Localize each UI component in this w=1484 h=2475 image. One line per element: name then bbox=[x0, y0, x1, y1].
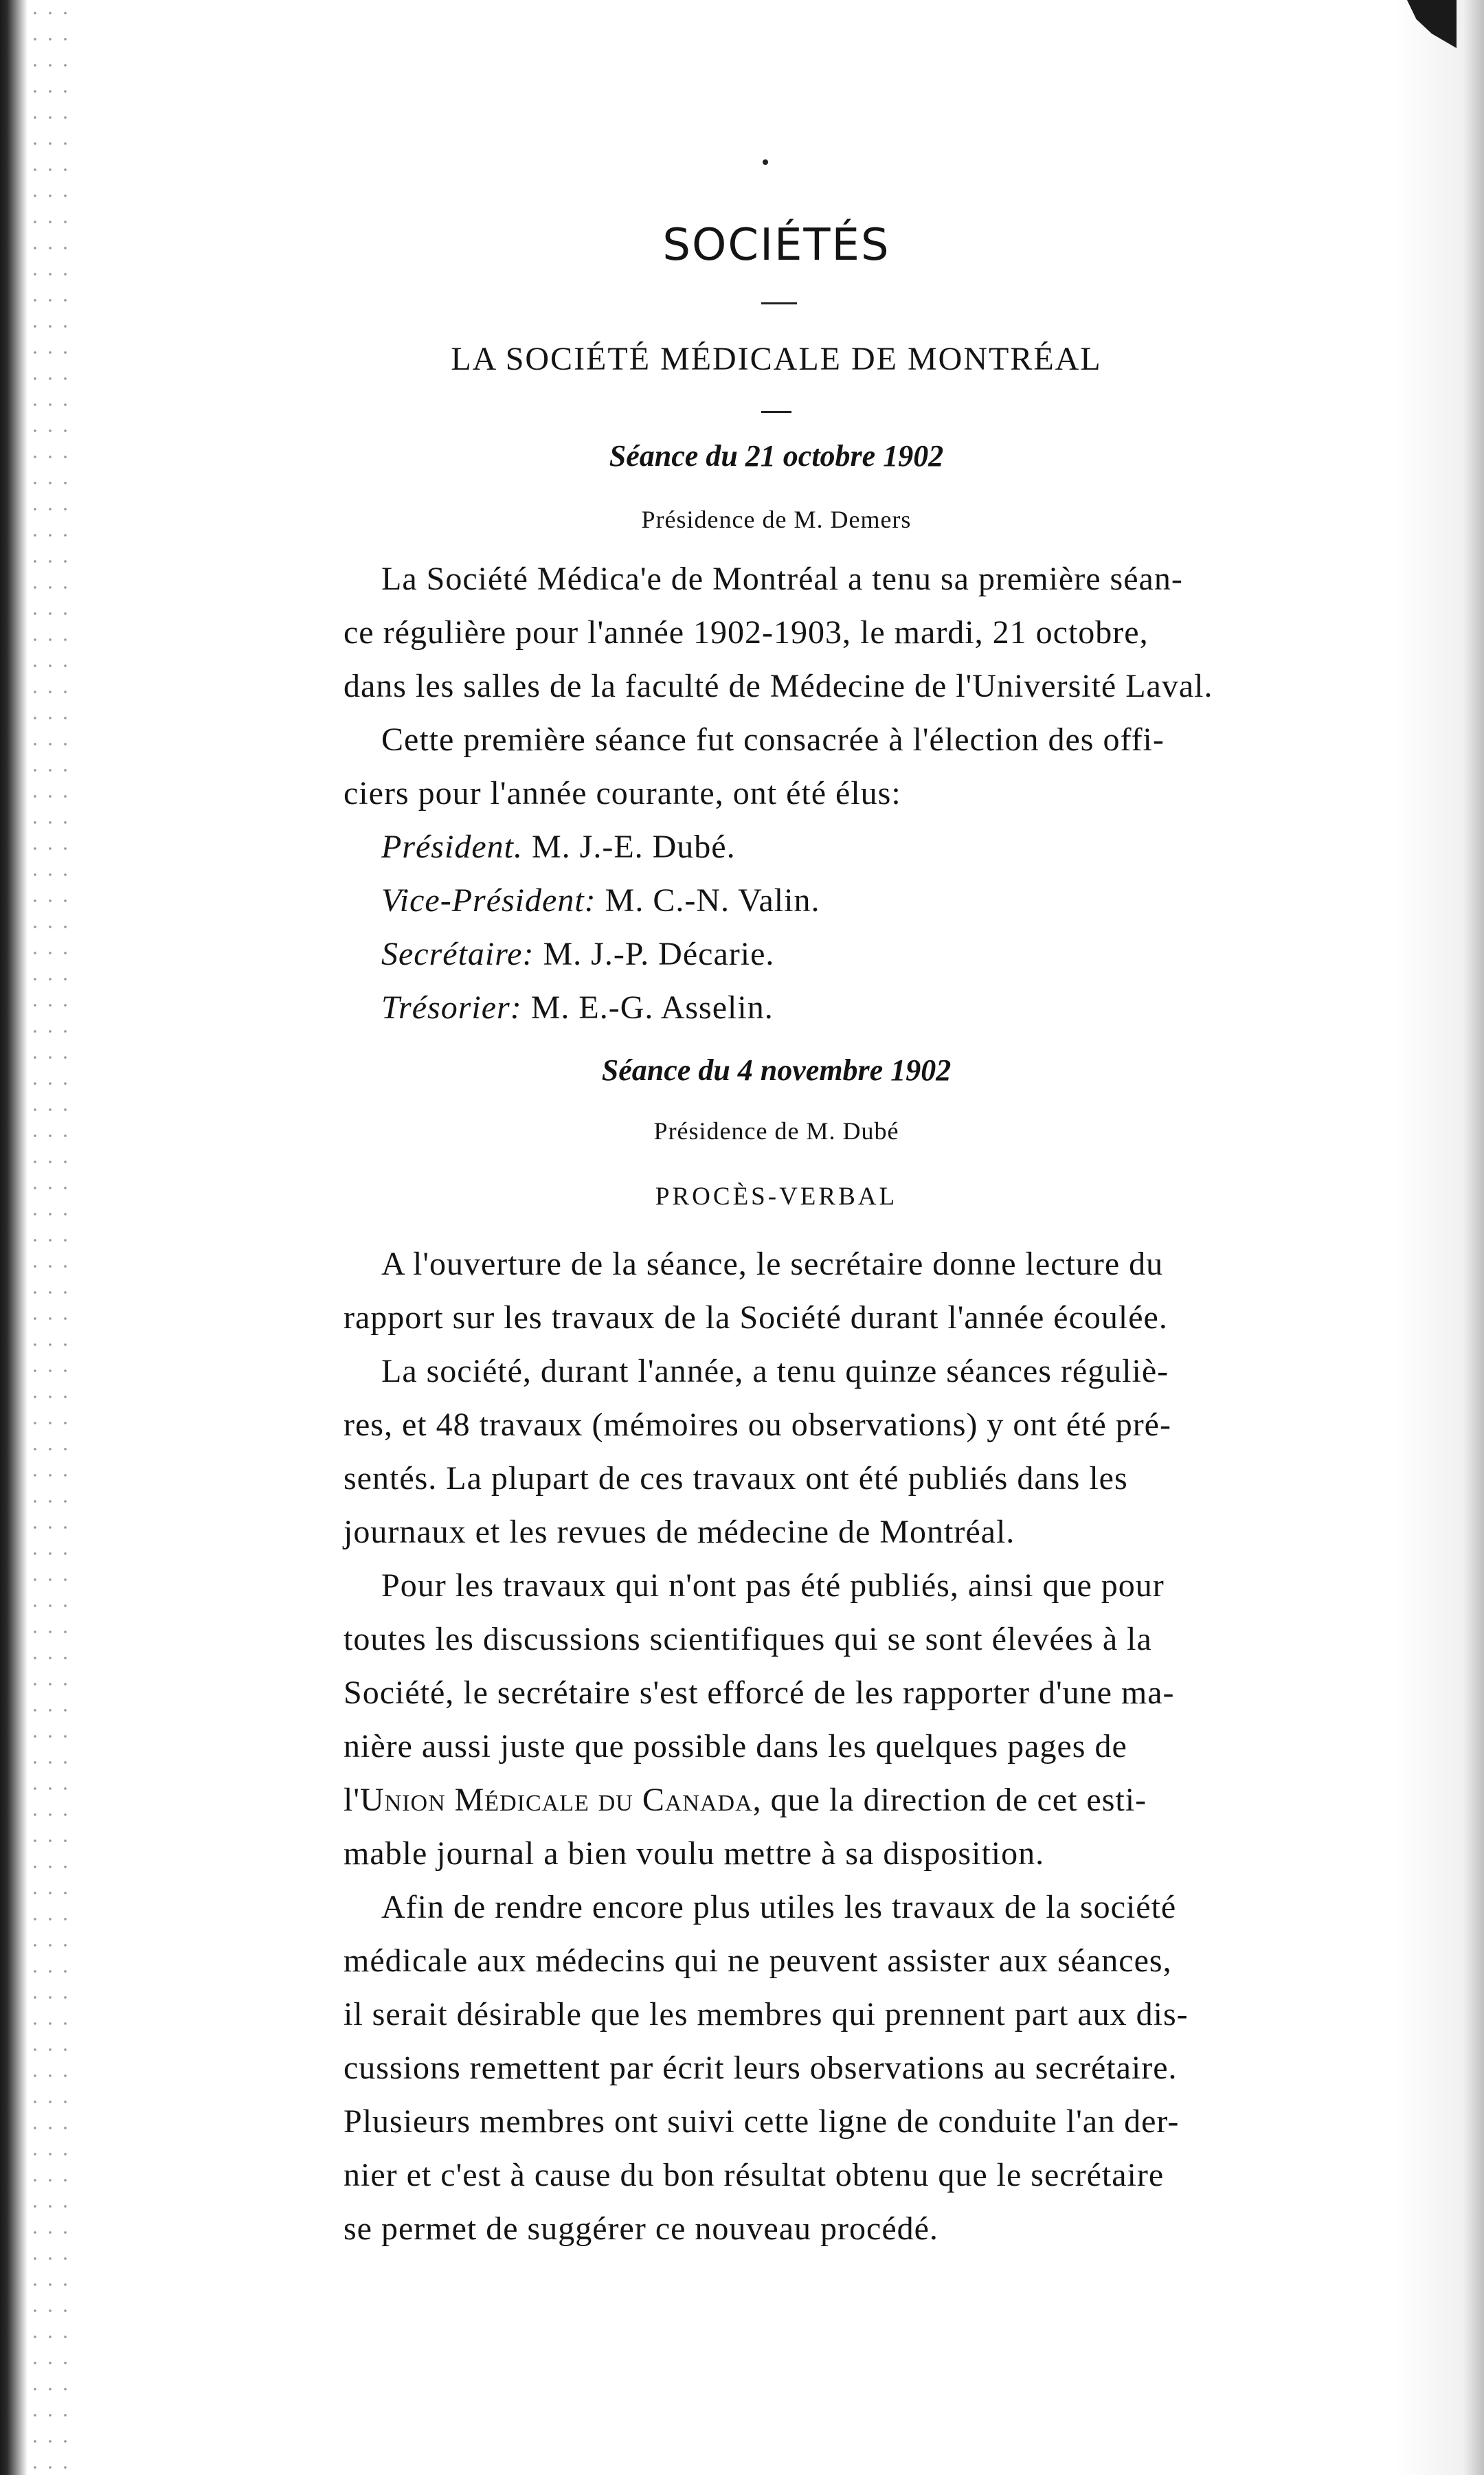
officer-vice-president bbox=[381, 882, 820, 919]
s2-p1-line-1: A l'ouverture de la séance, le secrétaire donne lecture du bbox=[381, 1246, 1164, 1282]
scan-right-edge bbox=[1395, 0, 1484, 2475]
s2-p3-line-4: nière aussi juste que possible dans les quelques pages de bbox=[344, 1728, 1127, 1765]
s2-p4-line-2: médicale aux médecins qui ne peuvent assister aux séances, bbox=[344, 1942, 1172, 1979]
officer-secretary bbox=[381, 935, 774, 973]
s2-p2-line-4: journaux et les revues de médecine de Montréal. bbox=[344, 1514, 1015, 1550]
s2-p2-line-2: res, et 48 travaux (mémoires ou observations) y ont été pré- bbox=[344, 1407, 1171, 1443]
s2-p3-line-6: mable journal a bien voulu mettre à sa disposition. bbox=[344, 1835, 1045, 1872]
s2-p1-line-2: rapport sur les travaux de la Société durant l'année écoulée. bbox=[344, 1299, 1168, 1336]
s2-p3-line-1: Pour les travaux qui n'ont pas été publiés, ainsi que pour bbox=[381, 1567, 1165, 1604]
minutes-heading: PROCÈS-VERBAL bbox=[655, 1183, 898, 1211]
title-rule bbox=[761, 302, 797, 304]
officer-treasurer bbox=[381, 989, 774, 1027]
page-title: SOCIÉTÉS bbox=[662, 220, 890, 271]
s2-p2-line-1: La société, durant l'année, a tenu quinze séances réguliè- bbox=[381, 1353, 1169, 1389]
s2-p4-line-4: cussions remettent par écrit leurs observations au secrétaire. bbox=[344, 2050, 1178, 2086]
s2-p4-line-3: il serait désirable que les membres qui prennent part aux dis- bbox=[344, 1996, 1189, 2032]
officer-name: M. E.-G. Asselin. bbox=[530, 989, 774, 1026]
session-1-date: Séance du 21 octobre 1902 bbox=[609, 439, 944, 473]
session-2-presidency: Présidence de M. Dubé bbox=[653, 1117, 899, 1145]
s2-p4-line-1: Afin de rendre encore plus utiles les travaux de la société bbox=[381, 1889, 1177, 1925]
s1-p1-line-2: ce régulière pour l'année 1902-1903, le mardi, 21 octobre, bbox=[344, 614, 1149, 651]
text-fragment: , que la direction de cet esti- bbox=[752, 1782, 1147, 1818]
officer-role: Vice-Président: bbox=[381, 882, 596, 919]
scan-left-edge bbox=[0, 0, 27, 2475]
officer-name: M. C.-N. Valin. bbox=[605, 882, 820, 919]
s1-p2-line-1: Cette première séance fut consacrée à l'élection des offi- bbox=[381, 721, 1165, 758]
s2-p4-line-6: nier et c'est à cause du bon résultat obtenu que le secrétaire bbox=[344, 2157, 1165, 2193]
text-fragment: l' bbox=[344, 1782, 360, 1818]
society-rule bbox=[761, 411, 791, 413]
society-name: LA SOCIÉTÉ MÉDICALE DE MONTRÉAL bbox=[451, 341, 1102, 377]
s2-p4-line-7: se permet de suggérer ce nouveau procédé. bbox=[344, 2210, 938, 2247]
s2-p3-line-2: toutes les discussions scientifiques qui se sont élevées à la bbox=[344, 1621, 1152, 1657]
scan-left-specks bbox=[27, 0, 69, 2475]
officer-name: M. J.-E. Dubé. bbox=[531, 829, 736, 865]
s2-p4-line-5: Plusieurs membres ont suivi cette ligne de conduite l'an der- bbox=[344, 2103, 1180, 2140]
s1-p2-line-2: ciers pour l'année courante, ont été élus: bbox=[344, 775, 901, 811]
officer-role: Secrétaire: bbox=[381, 936, 535, 972]
speck bbox=[763, 159, 768, 165]
officer-role: Président. bbox=[381, 829, 523, 865]
officer-president bbox=[381, 828, 736, 866]
s1-p1-line-1: La Société Médica'e de Montréal a tenu sa première séan- bbox=[381, 561, 1183, 597]
s1-p1-line-3: dans les salles de la faculté de Médecine de l'Université Laval. bbox=[344, 668, 1213, 704]
session-2-date: Séance du 4 novembre 1902 bbox=[601, 1053, 952, 1087]
s2-p3-line-5 bbox=[344, 1781, 1147, 1819]
officer-name: M. J.-P. Décarie. bbox=[543, 936, 775, 972]
session-1-presidency: Présidence de M. Demers bbox=[641, 506, 912, 533]
journal-name: Union Médicale du Canada bbox=[359, 1782, 753, 1818]
officer-role: Trésorier: bbox=[381, 989, 522, 1026]
s2-p3-line-3: Société, le secrétaire s'est efforcé de les rapporter d'une ma- bbox=[344, 1675, 1175, 1711]
s2-p2-line-3: sentés. La plupart de ces travaux ont été publiés dans les bbox=[344, 1460, 1128, 1497]
